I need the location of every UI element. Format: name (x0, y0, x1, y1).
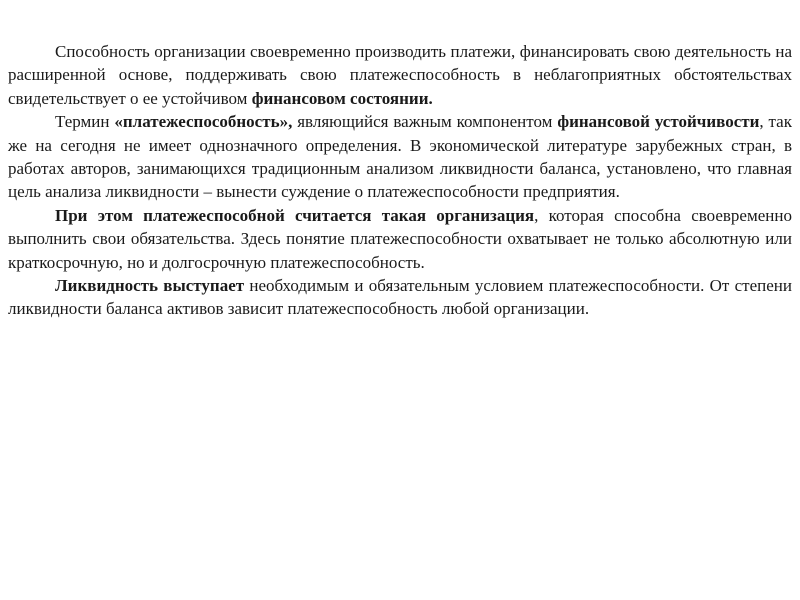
text-run: , которая способна своевременно выполнить свои обязательства. Здесь понятие платежеспособности охватывает не только абсолютную или краткосрочную, но и долгосрочную платежеспособность. (8, 205, 792, 272)
paragraph-liquidity (8, 274, 792, 321)
paragraph-solvency-definition (8, 40, 792, 110)
text-block (8, 40, 792, 321)
paragraph-solvent-organization (8, 204, 792, 274)
text-run: необходимым и обязательным условием платежеспособности. От степени ликвидности баланса активов зависит платежеспособность любой организации. (8, 276, 792, 319)
text-run-bold: При этом платежеспособной считается такая организация (55, 205, 535, 225)
text-run: , так же на сегодня не имеет однозначного определения. В экономической литературе зарубежных стран, в работах авторов, занимающихся традиционным анализом ликвидности баланса, установлено, что главная цель анализа ликвидности – вынести суждение о платежеспособности предприятия. (8, 112, 792, 202)
text-run: Способность организации своевременно производить платежи, финансировать свою деятельность на расширенной основе, поддерживать свою платежеспособность в неблагоприятных обстоятельствах свидетельствует о ее устойчивом (8, 42, 792, 108)
text-run-bold: финансовой устойчивости (557, 112, 760, 132)
text-run-bold: «платежеспособность», (114, 112, 293, 132)
text-run: являющийся важным компонентом (292, 112, 558, 132)
text-run-bold: Ликвидность выступает (55, 276, 245, 296)
text-run: Термин (55, 112, 115, 132)
paragraph-term-solvency (8, 110, 792, 204)
text-run-bold: финансовом состоянии. (251, 88, 433, 108)
